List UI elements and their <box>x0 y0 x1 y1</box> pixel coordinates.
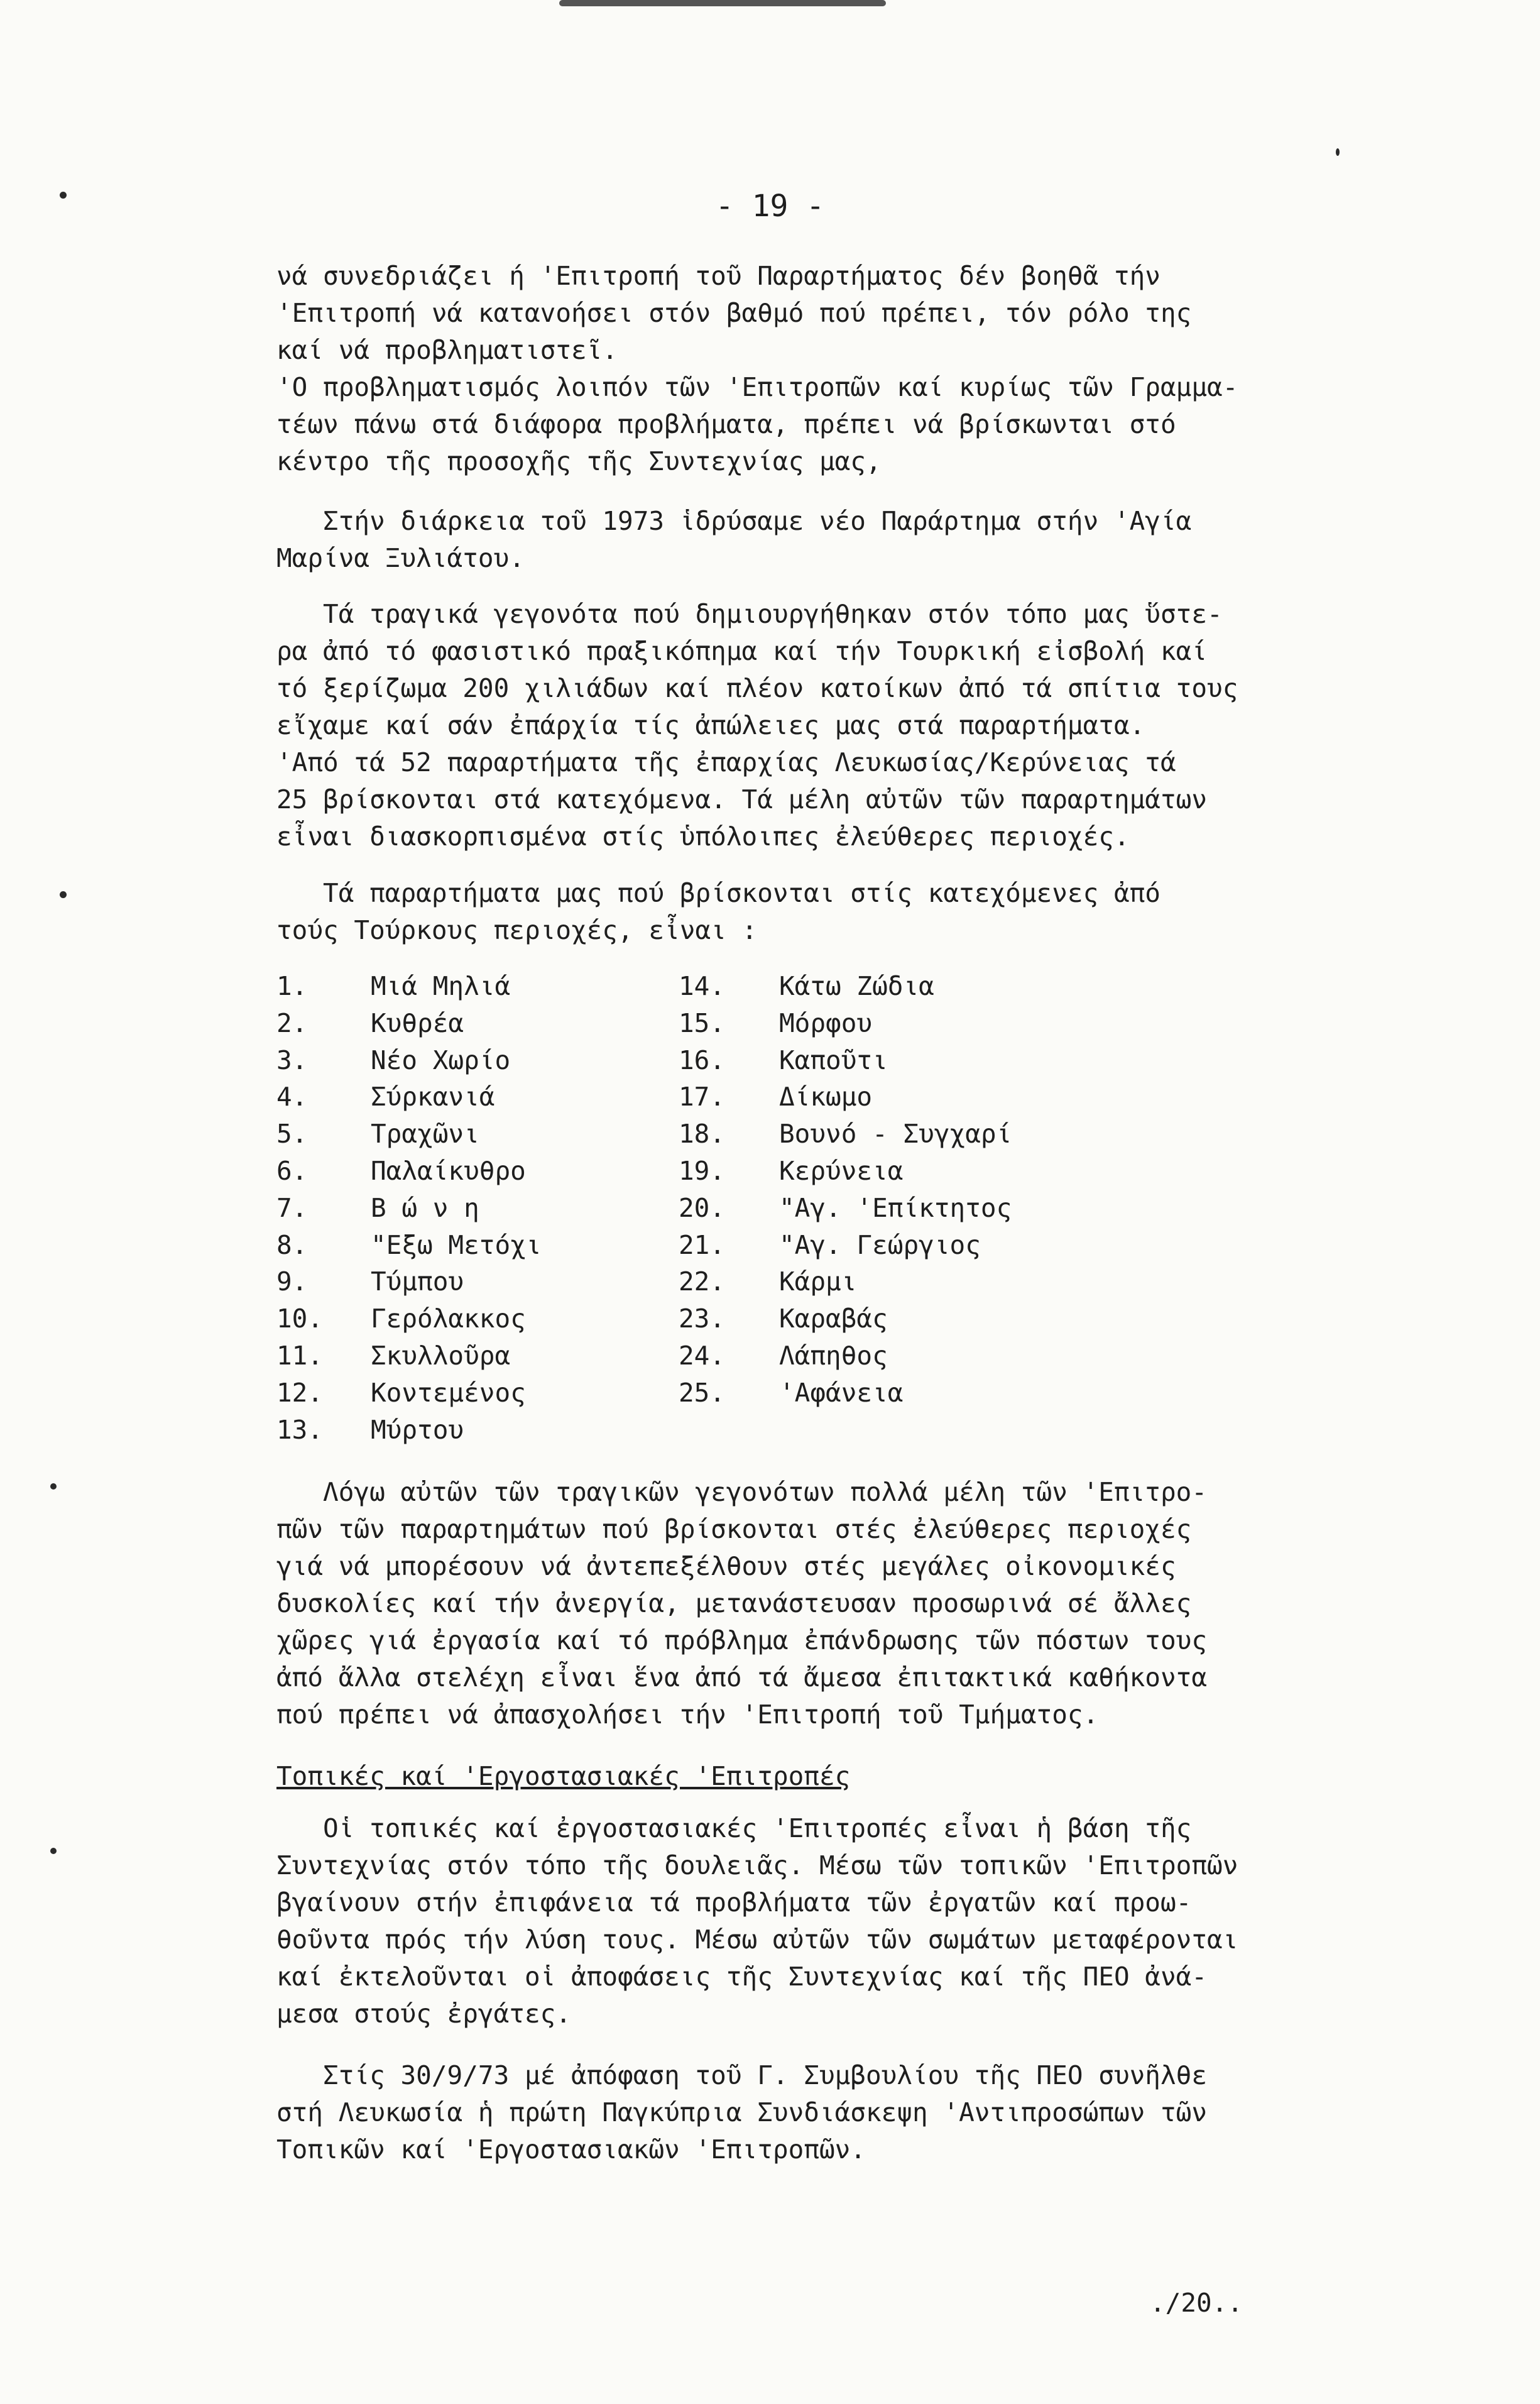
list-item <box>276 1337 1407 1375</box>
branch-name: Δίκωμο <box>779 1082 873 1112</box>
branch-number: 2. <box>276 1007 308 1038</box>
section-heading: Τοπικές καί 'Εργοστασιακές 'Επιτροπές <box>276 1761 851 1791</box>
list-item <box>276 1375 1407 1412</box>
branch-number: 16. <box>679 1045 726 1075</box>
branch-name: Σύρκανιά <box>371 1082 495 1112</box>
branch-number: 8. <box>276 1229 308 1260</box>
scan-speck <box>60 891 67 898</box>
list-item <box>276 1300 1407 1337</box>
branch-name: Βουνό - Συγχαρί <box>779 1119 1012 1150</box>
branch-name: Παλαίκυθρο <box>371 1155 526 1186</box>
list-item <box>276 1005 1407 1042</box>
branch-number: 4. <box>276 1082 308 1112</box>
branch-number: 12. <box>276 1377 324 1408</box>
branch-name: Γερόλακκος <box>371 1304 526 1334</box>
branch-number: 10. <box>276 1304 324 1334</box>
branch-number: 18. <box>679 1119 726 1150</box>
branch-name: Μιά Μηλιά <box>371 971 511 1001</box>
branch-name: Β ώ ν η <box>371 1192 479 1223</box>
scan-speck <box>50 1848 57 1854</box>
branch-name: Κάτω Ζώδια <box>779 971 934 1001</box>
branch-name: Μόρφου <box>779 1007 873 1038</box>
branch-name: Σκυλλοῦρα <box>371 1340 511 1371</box>
branch-name: Καποῦτι <box>779 1045 888 1075</box>
branch-number: 13. <box>276 1414 324 1445</box>
branch-number: 25. <box>679 1377 726 1408</box>
paragraph-tragic-events: Τά τραγικά γεγονότα πού δημιουργήθηκαν στόν τόπο μας ὕστε- ρα ἀπό τό φασιστικό πραξικόπημα καί τήν Τουρκική εἰσβολή καί τό ξερίζωμα 200 χιλιάδων καί πλέον κατοίκων ἀπό τά σπίτια τους εἴχαμε καί σάν ἐπάρχία τίς ἀπώλειες μας στά παραρτήματα. 'Από τά 52 παραρτήματα τῆς ἐπαρχίας Λευκωσίας/Κερύνειας τά 25 βρίσκονται στά κατεχόμενα. Τά μέλη αὐτῶν τῶν παραρτημάτων εἶναι διασκορπισμένα στίς ὑπόλοιπες ἐλεύθερες περιοχές. <box>276 599 1238 852</box>
scan-speck <box>1336 148 1340 156</box>
branch-name: Μύρτου <box>371 1414 464 1445</box>
branch-name: Τραχῶνι <box>371 1119 479 1150</box>
branch-name: Κυθρέα <box>371 1007 464 1038</box>
branch-name: "Αγ. Γεώργιος <box>779 1229 981 1260</box>
branch-name: "Αγ. 'Επίκτητος <box>779 1192 1012 1223</box>
branch-number: 3. <box>276 1045 308 1075</box>
branch-number: 24. <box>679 1340 726 1371</box>
list-item <box>276 1412 1407 1449</box>
scan-speck <box>60 192 67 199</box>
branch-name: Κερύνεια <box>779 1155 904 1186</box>
list-item <box>276 1190 1407 1227</box>
list-item <box>276 1116 1407 1153</box>
list-item <box>276 1227 1407 1264</box>
list-item <box>276 968 1407 1005</box>
list-item <box>276 1153 1407 1190</box>
branch-number: 20. <box>679 1192 726 1223</box>
paragraph-local-committees: Οἱ τοπικές καί ἐργοστασιακές 'Επιτροπές εἶναι ἡ βάση τῆς Συντεχνίας στόν τόπο τῆς δουλειᾶς. Μέσω τῶν τοπικῶν 'Επιτροπῶν βγαίνουν στήν ἐπιφάνεια τά προβλήματα τῶν ἐργατῶν καί προω- θοῦντα πρός τήν λύση τους. Μέσω αὐτῶν τῶν σωμάτων μεταφέρονται καί ἐκτελοῦνται οἱ ἀποφάσεις τῆς Συντεχνίας καί τῆς ΠΕΟ ἀνά- μεσα στούς ἐργάτες. <box>276 1813 1238 2029</box>
branch-number: 21. <box>679 1229 726 1260</box>
branch-number: 11. <box>276 1340 324 1371</box>
list-item <box>276 1263 1407 1300</box>
branch-number: 5. <box>276 1119 308 1150</box>
branch-number: 14. <box>679 971 726 1001</box>
branch-number: 9. <box>276 1266 308 1297</box>
continuation-marker: ./20.. <box>1150 2288 1243 2318</box>
branch-name: Κοντεμένος <box>371 1377 526 1408</box>
branch-number: 17. <box>679 1082 726 1112</box>
branch-name: Νέο Χωρίο <box>371 1045 511 1075</box>
paragraph-committee-role: νά συνεδριάζει ή 'Επιτροπή τοῦ Παραρτήματος δέν βοηθᾶ τήν 'Επιτροπή νά καταvοήσει στόν βαθμό πού πρέπει, τόν ρόλο της καί νά προβληματιστεῖ. 'Ο προβληματισμός λοιπόν τῶν 'Επιτροπῶν καί κυρίως τῶν Γραμμα- τέων πάνω στά διάφορα προβλήματα, πρέπει νά βρίσκωνται στό κέντρο τῆς προσοχῆς τῆς Συντεχνίας μας, <box>276 261 1238 476</box>
branch-name: Καραβάς <box>779 1304 888 1334</box>
page-number: - 19 - <box>715 189 825 224</box>
branch-number: 23. <box>679 1304 726 1334</box>
branch-number: 22. <box>679 1266 726 1297</box>
branch-name: Λάπηθος <box>779 1340 888 1371</box>
scan-edge-mark <box>559 0 886 6</box>
paragraph-occupied-branches-intro: Τά παραρτήματα μας πού βρίσκονται στίς κατεχόμενες ἀπό τούς Τούρκους περιοχές, εἶναι : <box>276 878 1160 945</box>
paragraph-conference: Στίς 30/9/73 μέ ἀπόφαση τοῦ Γ. Συμβουλίου τῆς ΠΕΟ συνῆλθε στή Λευκωσία ἡ πρώτη Παγκύπρια Συνδιάσκεψη 'Αντιπροσώπων τῶν Τοπικῶν καί 'Εργοστασιακῶν 'Επιτροπῶν. <box>276 2060 1208 2165</box>
branch-name: 'Αφάνεια <box>779 1377 904 1408</box>
branch-number: 15. <box>679 1007 726 1038</box>
occupied-branches-list <box>276 968 1407 1448</box>
branch-number: 7. <box>276 1192 308 1223</box>
branch-name: "Εξω Μετόχι <box>371 1229 542 1260</box>
list-item <box>276 1079 1407 1116</box>
branch-name: Κάρμι <box>779 1266 857 1297</box>
branch-number: 6. <box>276 1155 308 1186</box>
branch-number: 19. <box>679 1155 726 1186</box>
branch-name: Τύμπου <box>371 1266 464 1297</box>
scan-speck <box>50 1483 57 1490</box>
list-item <box>276 1042 1407 1079</box>
paragraph-new-branch: Στήν διάρκεια τοῦ 1973 ἱδρύσαμε νέο Παράρτημα στήν 'Αγία Μαρίνα Ξυλιάτου. <box>276 506 1192 573</box>
branch-number: 1. <box>276 971 308 1001</box>
paragraph-emigration: Λόγω αὐτῶν τῶν τραγικῶν γεγονότων πολλά μέλη τῶν 'Επιτρο- πῶν τῶν παραρτημάτων πού βρίσκονται στές ἐλεύθερες περιοχές γιά νά μπορέσουν νά ἀντεπεξέλθουν στές μεγάλες οἰκονομικές δυσκολίες καί τήν ἀνεργία, μετανάστευσαν προσωρινά σέ ἄλλες χῶρες γιά ἐργασία καί τό πρόβλημα ἐπάνδρωσης τῶν πόστων τους ἀπό ἄλλα στελέχη εἶναι ἕνα ἀπό τά ἄμεσα ἐπιτακτικά καθήκοντα πού πρέπει νά ἀπασχολήσει τήν 'Επιτροπή τοῦ Τμήματος. <box>276 1477 1208 1730</box>
